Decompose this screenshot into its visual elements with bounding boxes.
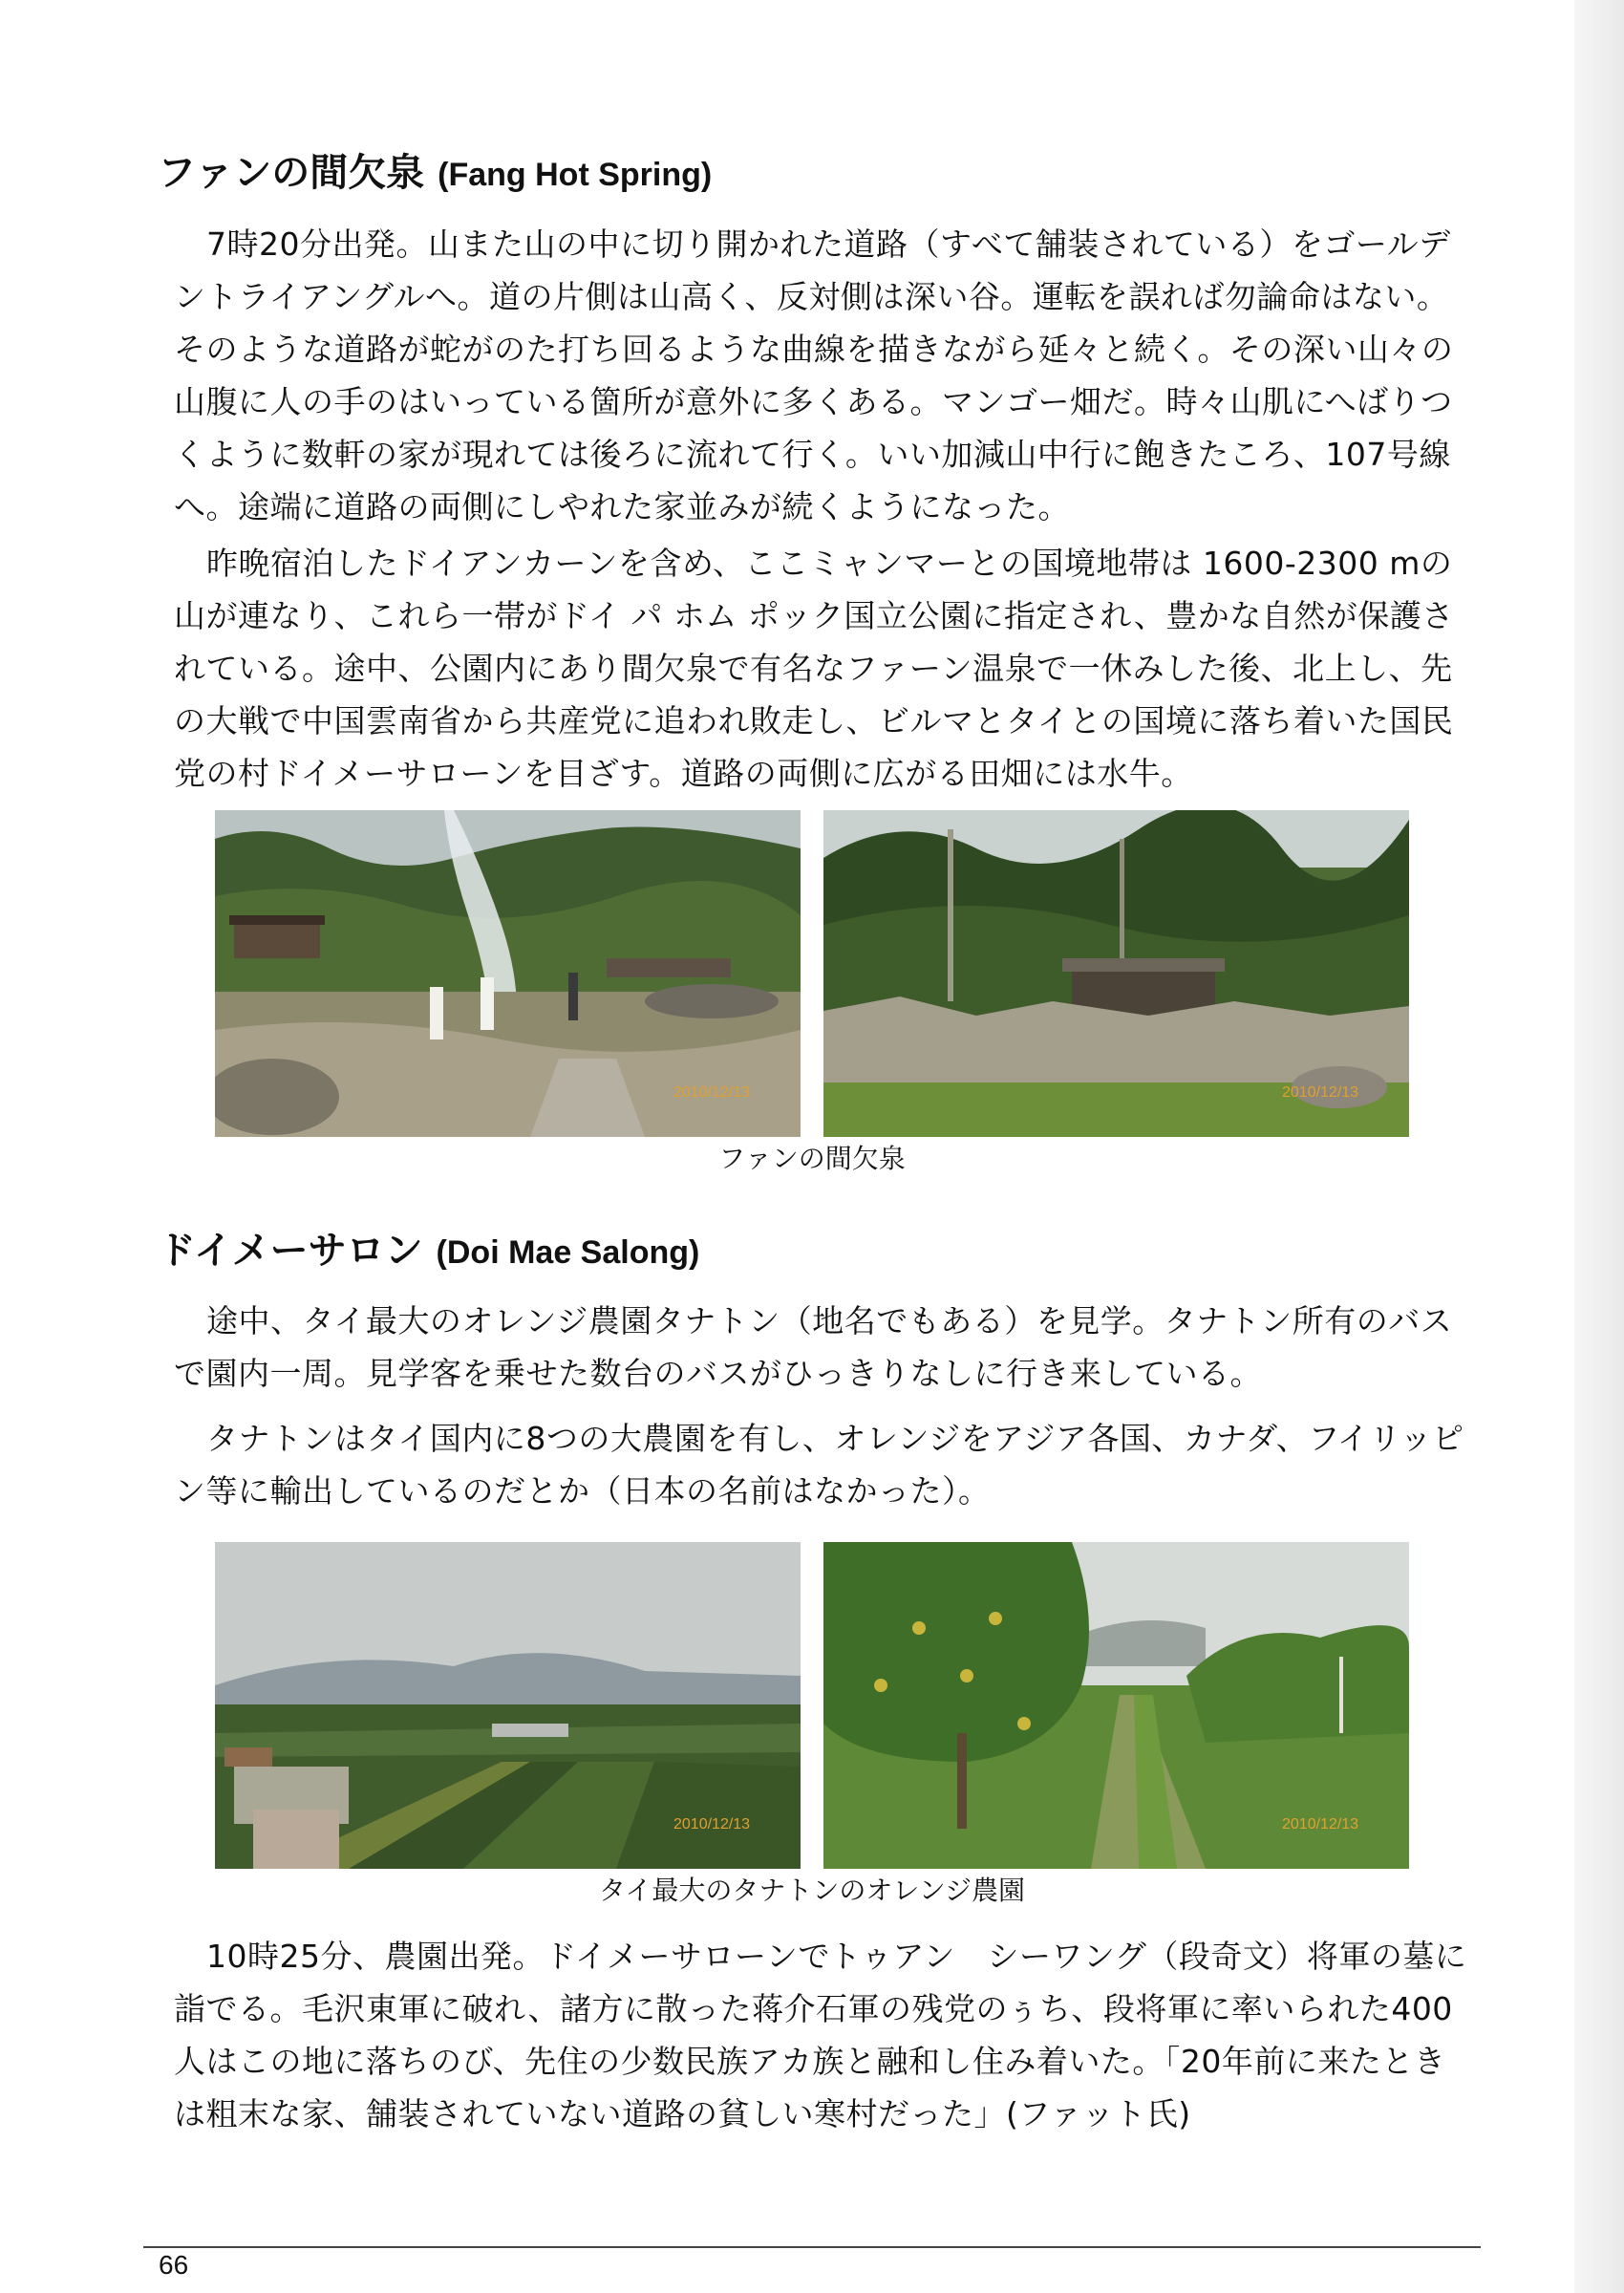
caption-geyser: ファンの間欠泉 — [718, 1143, 906, 1174]
heading-ja: ファンの間欠泉 — [158, 151, 425, 195]
photo-date-stamp: 2010/12/13 — [673, 1084, 751, 1101]
photo-date-stamp: 2010/12/13 — [1282, 1084, 1359, 1101]
section-heading-fang — [158, 149, 712, 199]
photo-orange-farm-right — [823, 1542, 1409, 1869]
paragraph-2: 昨晩宿泊したドイアンカーンを含め、ここミャンマーとの国境地帯は 1600-2300 mの山が連なり、これら一帯がドイ パ ホム ポック国立公園に指定され、豊かな自然が保護されている。途中、公園内にあり間欠泉で有名なファーン温泉で一休みした後、北上し、先の大戦で中国雲南省から共産党に追われ敗走し、ビルマとタイとの国境に落ち着いた国民党の村ドイメーサローンを目ざす。道路の両側に広がる田畑には水牛。 — [174, 545, 1454, 792]
caption-orange-farm: タイ最大のタナトンのオレンジ農園 — [598, 1875, 1026, 1906]
photo-geyser-right — [823, 810, 1409, 1137]
heading-ja: ドイメーサロン — [158, 1229, 423, 1273]
paragraph-1: 7時20分出発。山また山の中に切り開かれた道路（すべて舗装されている）をゴールデントライアングルへ。道の片側は山高く、反対側は深い谷。運転を誤れば勿論命はない。そのような道路が蛇がのた打ち回るような曲線を描きながら延々と続く。その深い山々の山腹に人の手のはいっている箇所が意外に多くある。マンゴー畑だ。時々山肌にへばりつくように数軒の家が現れては後ろに流れて行く。いい加減山中行に飽きたころ、107号線へ。途端に道路の両側にしやれた家並みが続くようになった。 — [174, 225, 1454, 525]
heading-en: (Fang Hot Spring) — [438, 157, 713, 193]
photo-date-stamp: 2010/12/13 — [673, 1816, 751, 1832]
photo-orange-farm-left — [215, 1542, 801, 1869]
heading-en: (Doi Mae Salong) — [436, 1234, 700, 1271]
paragraph-3: 途中、タイ最大のオレンジ農園タナトン（地名でもある）を見学。タナトン所有のバスで園内一周。見学客を乗せた数台のバスがひっきりなしに行き来している。 — [174, 1302, 1453, 1392]
paragraph-5: 10時25分、農園出発。ドイメーサローンでトゥアン シーワング（段奇文）将軍の墓に詣でる。毛沢東軍に破れ、諸方に散った蒋介石軍の残党のぅち、段将軍に率いられた400人はこの地に落ちのび、先住の少数民族アカ族と融和し住み着いた。「20年前に来たときは粗末な家、舗装されていない道路の貧しい寒村だった」(ファット氏) — [174, 1938, 1467, 2132]
photo-date-stamp: 2010/12/13 — [1282, 1816, 1359, 1832]
page-number: 66 — [159, 2250, 189, 2280]
photo-geyser-left — [215, 810, 801, 1137]
footer-divider — [143, 2246, 1481, 2248]
paragraph-4: タナトンはタイ国内に8つの大農園を有し、オレンジをアジア各国、カナダ、フイリッピン等に輸出しているのだとか（日本の名前はなかった）。 — [174, 1420, 1464, 1510]
section-heading-doi-mae-salong — [158, 1227, 699, 1276]
